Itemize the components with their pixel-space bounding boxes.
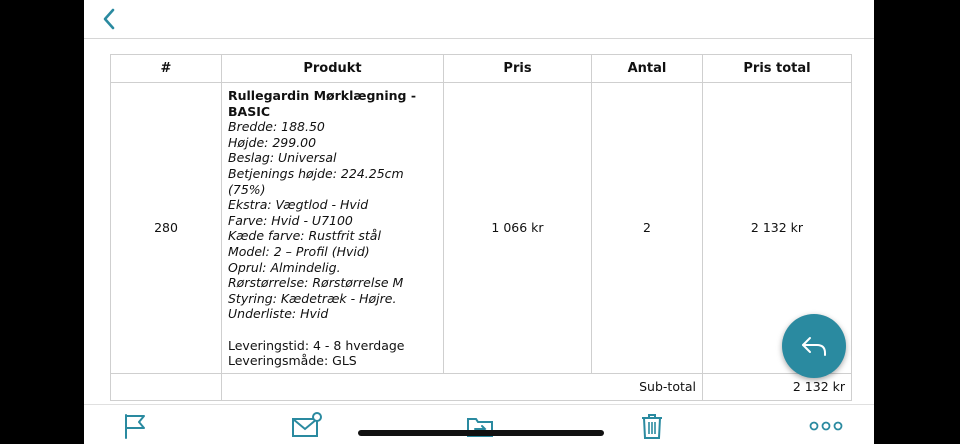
column-header-price: Pris — [444, 55, 592, 83]
order-table — [110, 54, 852, 401]
back-button[interactable] — [96, 6, 122, 32]
product-attribute: Beslag: Universal — [228, 150, 337, 166]
column-header-product: Produkt — [222, 55, 444, 83]
subtotal-label: Sub-total — [222, 373, 703, 400]
table-header-row — [111, 55, 852, 83]
order-table-wrapper — [110, 54, 851, 401]
flag-button[interactable] — [118, 411, 150, 441]
column-header-number: # — [111, 55, 222, 83]
table-row — [111, 83, 852, 374]
subtotal-value: 2 132 kr — [703, 373, 852, 400]
delivery-method: Leveringsmåde: GLS — [228, 353, 357, 369]
mail-button[interactable] — [290, 411, 322, 441]
more-icon — [809, 420, 843, 432]
delete-button[interactable] — [636, 411, 668, 441]
spacer — [228, 322, 437, 338]
product-attribute: Styring: Kædetræk - Højre. — [228, 290, 397, 306]
more-button[interactable] — [806, 411, 846, 441]
product-attribute: Farve: Hvid - U7100 — [228, 212, 353, 228]
move-to-folder-button[interactable] — [464, 411, 496, 441]
product-attribute: Rørstørrelse: Rørstørrelse M — [228, 275, 404, 291]
flag-icon — [120, 412, 148, 440]
home-indicator[interactable] — [358, 430, 604, 436]
bottom-toolbar — [84, 404, 874, 444]
order-screen — [84, 0, 874, 444]
product-attribute: Kæde farve: Rustfrit stål — [228, 228, 381, 244]
total-cell: 2 132 kr — [703, 83, 852, 374]
product-attribute: Underliste: Hvid — [228, 306, 329, 322]
product-cell — [222, 83, 444, 374]
row-number: 280 — [111, 83, 222, 374]
product-attribute: Model: 2 – Profil (Hvid) — [228, 243, 370, 259]
delivery-time: Leveringstid: 4 - 8 hverdage — [228, 337, 405, 353]
column-header-total: Pris total — [703, 55, 852, 83]
product-name: Rullegardin Mørklægning - BASIC — [228, 88, 417, 119]
price-cell: 1 066 kr — [444, 83, 592, 374]
product-attribute: Højde: 299.00 — [228, 134, 317, 150]
mail-icon — [290, 412, 322, 440]
product-attribute: Oprul: Almindelig. — [228, 259, 341, 275]
product-attribute: Ekstra: Vægtlod - Hvid — [228, 197, 369, 213]
trash-icon — [639, 412, 665, 440]
column-header-quantity: Antal — [592, 55, 703, 83]
reply-button[interactable] — [782, 314, 846, 378]
top-bar — [84, 0, 874, 39]
reply-icon — [800, 335, 828, 357]
quantity-cell: 2 — [592, 83, 703, 374]
subtotal-row — [111, 373, 852, 400]
chevron-left-icon — [102, 8, 116, 30]
subtotal-empty-cell — [111, 373, 222, 400]
product-attribute: Betjenings højde: 224.25cm (75%) — [228, 165, 404, 197]
product-attribute: Bredde: 188.50 — [228, 119, 325, 135]
